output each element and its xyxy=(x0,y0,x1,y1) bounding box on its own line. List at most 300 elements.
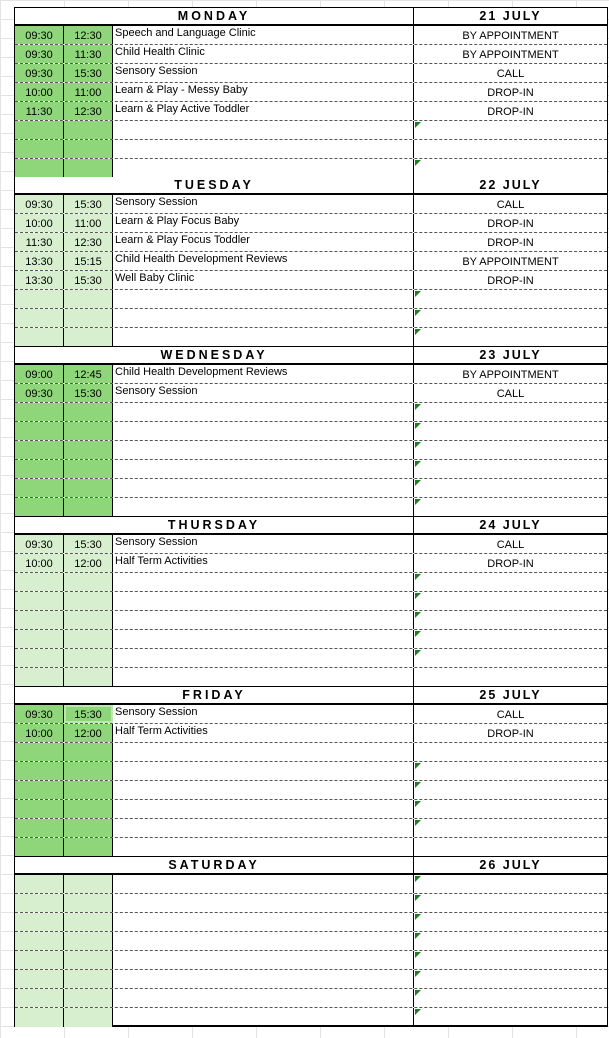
end-time-cell[interactable]: 11:00 xyxy=(64,83,113,101)
start-time-cell[interactable]: 09:30 xyxy=(15,64,64,82)
day-date[interactable]: 26 JULY xyxy=(479,858,542,872)
start-time-cell[interactable] xyxy=(15,970,64,988)
end-time-cell[interactable] xyxy=(64,1008,113,1027)
activity-cell[interactable]: Half Term Activities xyxy=(113,724,414,742)
day-date[interactable]: 21 JULY xyxy=(479,9,542,23)
booking-type-cell[interactable] xyxy=(414,403,607,421)
start-time-cell[interactable] xyxy=(15,668,64,686)
booking-type-cell[interactable] xyxy=(414,121,607,139)
activity-cell[interactable] xyxy=(113,403,414,421)
start-time-cell[interactable] xyxy=(15,290,64,308)
table-row xyxy=(15,630,607,649)
table-row xyxy=(15,554,607,573)
table-row xyxy=(15,989,607,1008)
booking-type-cell[interactable] xyxy=(414,724,607,742)
cell-note-triangle-icon xyxy=(415,631,421,637)
booking-type-cell[interactable] xyxy=(414,252,607,270)
end-time-cell[interactable] xyxy=(64,800,113,818)
start-time-cell[interactable] xyxy=(15,913,64,931)
booking-type-cell[interactable] xyxy=(414,290,607,308)
activity-cell[interactable]: Half Term Activities xyxy=(113,554,414,572)
booking-type-cell[interactable] xyxy=(414,592,607,610)
booking-type-cell[interactable] xyxy=(414,309,607,327)
activity-cell[interactable] xyxy=(113,762,414,780)
table-row xyxy=(15,83,607,102)
end-time-cell[interactable] xyxy=(64,913,113,931)
start-time-cell[interactable] xyxy=(15,781,64,799)
booking-type-text: DROP-IN xyxy=(487,237,534,249)
end-time-cell[interactable] xyxy=(64,592,113,610)
activity-cell[interactable] xyxy=(113,932,414,950)
day-name[interactable]: THURSDAY xyxy=(15,517,414,533)
start-time-cell[interactable] xyxy=(15,121,64,139)
day-header xyxy=(15,687,607,705)
activity-cell[interactable] xyxy=(113,328,414,346)
start-time-cell[interactable]: 10:00 xyxy=(15,83,64,101)
activity-cell[interactable] xyxy=(113,819,414,837)
end-time-cell[interactable] xyxy=(64,630,113,648)
table-row xyxy=(15,441,607,460)
start-time-cell[interactable] xyxy=(15,611,64,629)
table-row xyxy=(15,328,607,347)
activity-cell[interactable] xyxy=(113,989,414,1007)
end-time-cell[interactable]: 15:30 xyxy=(64,271,113,289)
day-date[interactable]: 22 JULY xyxy=(479,178,542,192)
day-name[interactable]: SATURDAY xyxy=(15,857,414,873)
table-row xyxy=(15,573,607,592)
booking-type-text: CALL xyxy=(496,199,525,211)
day-date[interactable]: 24 JULY xyxy=(479,518,542,532)
start-time-cell[interactable] xyxy=(15,573,64,591)
booking-type-cell[interactable] xyxy=(414,26,607,44)
activity-cell[interactable]: Child Health Development Reviews xyxy=(113,365,414,383)
booking-type-text: DROP-IN xyxy=(487,275,534,287)
activity-cell[interactable] xyxy=(113,781,414,799)
end-time-cell[interactable] xyxy=(64,838,113,856)
end-time-cell[interactable]: 12:00 xyxy=(64,724,113,742)
day-header xyxy=(15,8,607,26)
end-time-cell[interactable] xyxy=(64,762,113,780)
booking-type-text: DROP-IN xyxy=(487,728,534,740)
end-time-cell[interactable]: 11:00 xyxy=(64,214,113,232)
start-time-cell[interactable] xyxy=(15,441,64,459)
activity-cell[interactable]: Sensory Session xyxy=(113,705,414,723)
booking-type-text: BY APPOINTMENT xyxy=(462,256,559,268)
start-time-cell[interactable] xyxy=(15,819,64,837)
end-time-cell[interactable] xyxy=(64,441,113,459)
table-row xyxy=(15,894,607,913)
start-time-cell[interactable] xyxy=(15,1008,64,1027)
cell-note-triangle-icon xyxy=(415,933,421,939)
start-time-cell[interactable] xyxy=(15,328,64,346)
start-time-cell[interactable]: 09:30 xyxy=(15,384,64,402)
table-row xyxy=(15,233,607,252)
table-row xyxy=(15,403,607,422)
table-row xyxy=(15,290,607,309)
table-row xyxy=(15,384,607,403)
activity-cell[interactable] xyxy=(113,573,414,591)
booking-type-cell[interactable] xyxy=(414,875,607,893)
end-time-cell[interactable]: 12:45 xyxy=(64,365,113,383)
booking-type-cell[interactable] xyxy=(414,611,607,629)
activity-cell[interactable] xyxy=(113,611,414,629)
table-row xyxy=(15,668,607,687)
table-row xyxy=(15,781,607,800)
end-time-cell[interactable] xyxy=(64,479,113,497)
end-time-cell[interactable]: 12:30 xyxy=(64,102,113,120)
end-time-cell[interactable]: 12:30 xyxy=(64,26,113,44)
booking-type-cell[interactable] xyxy=(414,819,607,837)
booking-type-cell[interactable] xyxy=(414,140,607,158)
activity-cell[interactable]: Well Baby Clinic xyxy=(113,271,414,289)
table-row xyxy=(15,724,607,743)
booking-type-text: BY APPOINTMENT xyxy=(462,369,559,381)
booking-type-cell[interactable] xyxy=(414,649,607,667)
booking-type-text: CALL xyxy=(496,709,525,721)
table-row xyxy=(15,819,607,838)
end-time-cell[interactable] xyxy=(64,140,113,158)
table-row xyxy=(15,951,607,970)
cell-note-triangle-icon xyxy=(415,574,421,580)
day-name[interactable]: MONDAY xyxy=(15,8,414,24)
booking-type-cell[interactable] xyxy=(414,989,607,1007)
booking-type-cell[interactable] xyxy=(414,970,607,988)
booking-type-cell[interactable] xyxy=(414,932,607,950)
table-row xyxy=(15,26,607,45)
end-time-cell[interactable] xyxy=(64,875,113,893)
table-row xyxy=(15,800,607,819)
table-row xyxy=(15,159,607,178)
booking-type-cell[interactable] xyxy=(414,45,607,63)
cell-note-triangle-icon xyxy=(415,499,421,505)
end-time-cell[interactable] xyxy=(64,781,113,799)
start-time-cell[interactable] xyxy=(15,140,64,158)
booking-type-cell[interactable] xyxy=(414,328,607,346)
booking-type-text: DROP-IN xyxy=(487,106,534,118)
end-time-cell[interactable] xyxy=(64,328,113,346)
end-time-cell[interactable] xyxy=(64,649,113,667)
activity-cell[interactable] xyxy=(113,498,414,516)
booking-type-cell[interactable] xyxy=(414,479,607,497)
booking-type-text: CALL xyxy=(496,539,525,551)
activity-cell[interactable] xyxy=(113,309,414,327)
activity-cell[interactable] xyxy=(113,1008,414,1027)
activity-cell[interactable]: Learn & Play - Messy Baby xyxy=(113,83,414,101)
booking-type-text: CALL xyxy=(496,68,525,80)
end-time-cell[interactable]: 15:15 xyxy=(64,252,113,270)
activity-cell[interactable] xyxy=(113,159,414,177)
session-rows xyxy=(15,195,607,347)
cell-note-triangle-icon xyxy=(415,1009,421,1015)
table-row xyxy=(15,913,607,932)
end-time-cell[interactable]: 12:30 xyxy=(64,233,113,251)
booking-type-cell[interactable] xyxy=(414,441,607,459)
end-time-cell[interactable] xyxy=(64,668,113,686)
day-date[interactable]: 23 JULY xyxy=(479,348,542,362)
activity-cell[interactable] xyxy=(113,140,414,158)
cell-note-triangle-icon xyxy=(415,593,421,599)
start-time-cell[interactable] xyxy=(15,951,64,969)
start-time-cell[interactable]: 09:30 xyxy=(15,535,64,553)
end-time-cell[interactable] xyxy=(64,460,113,478)
start-time-cell[interactable]: 11:30 xyxy=(15,233,64,251)
start-time-cell[interactable]: 09:00 xyxy=(15,365,64,383)
activity-cell[interactable]: Sensory Session xyxy=(113,535,414,553)
booking-type-cell[interactable] xyxy=(414,271,607,289)
activity-cell[interactable] xyxy=(113,743,414,761)
start-time-cell[interactable] xyxy=(15,649,64,667)
start-time-cell[interactable] xyxy=(15,422,64,440)
start-time-cell[interactable] xyxy=(15,159,64,177)
start-time-cell[interactable]: 10:00 xyxy=(15,554,64,572)
end-time-cell[interactable]: 15:30 xyxy=(64,195,113,213)
table-row xyxy=(15,195,607,214)
start-time-cell[interactable] xyxy=(15,498,64,516)
booking-type-cell[interactable] xyxy=(414,365,607,383)
day-name[interactable]: FRIDAY xyxy=(15,687,414,703)
cell-note-triangle-icon xyxy=(415,480,421,486)
table-row xyxy=(15,838,607,857)
cell-note-triangle-icon xyxy=(415,612,421,618)
booking-type-cell[interactable] xyxy=(414,460,607,478)
end-time-cell[interactable] xyxy=(64,121,113,139)
booking-type-cell[interactable] xyxy=(414,894,607,912)
end-time-cell[interactable] xyxy=(64,573,113,591)
day-block-friday xyxy=(14,687,608,857)
booking-type-cell[interactable] xyxy=(414,573,607,591)
start-time-cell[interactable]: 09:30 xyxy=(15,195,64,213)
booking-type-cell[interactable] xyxy=(414,535,607,553)
activity-cell[interactable]: Learn & Play Focus Baby xyxy=(113,214,414,232)
table-row xyxy=(15,1008,607,1027)
booking-type-cell[interactable] xyxy=(414,630,607,648)
start-time-cell[interactable]: 13:30 xyxy=(15,252,64,270)
activity-cell[interactable] xyxy=(113,121,414,139)
booking-type-cell[interactable] xyxy=(414,422,607,440)
table-row xyxy=(15,460,607,479)
end-time-cell[interactable]: 15:30 xyxy=(64,64,113,82)
day-name[interactable]: TUESDAY xyxy=(15,177,414,193)
end-time-cell[interactable] xyxy=(64,290,113,308)
start-time-cell[interactable]: 09:30 xyxy=(15,45,64,63)
cell-note-triangle-icon xyxy=(415,310,421,316)
activity-cell[interactable]: Sensory Session xyxy=(113,384,414,402)
booking-type-text: CALL xyxy=(496,388,525,400)
start-time-cell[interactable] xyxy=(15,762,64,780)
cell-note-triangle-icon xyxy=(415,461,421,467)
start-time-cell[interactable] xyxy=(15,403,64,421)
activity-cell[interactable] xyxy=(113,479,414,497)
end-time-cell[interactable] xyxy=(64,309,113,327)
day-block-thursday xyxy=(14,517,608,687)
activity-cell[interactable]: Sensory Session xyxy=(113,195,414,213)
activity-cell[interactable]: Speech and Language Clinic xyxy=(113,26,414,44)
end-time-cell[interactable] xyxy=(64,403,113,421)
cell-note-triangle-icon xyxy=(415,650,421,656)
end-time-cell[interactable] xyxy=(64,951,113,969)
cell-note-triangle-icon xyxy=(415,952,421,958)
table-row xyxy=(15,102,607,121)
start-time-cell[interactable] xyxy=(15,460,64,478)
start-time-cell[interactable] xyxy=(15,838,64,856)
start-time-cell[interactable]: 09:30 xyxy=(15,705,64,723)
table-row xyxy=(15,592,607,611)
table-row xyxy=(15,535,607,554)
activity-cell[interactable] xyxy=(113,460,414,478)
table-row xyxy=(15,743,607,762)
session-rows xyxy=(15,875,607,1027)
booking-type-cell[interactable] xyxy=(414,384,607,402)
start-time-cell[interactable]: 10:00 xyxy=(15,724,64,742)
table-row xyxy=(15,365,607,384)
booking-type-cell[interactable] xyxy=(414,554,607,572)
booking-type-cell[interactable] xyxy=(414,214,607,232)
table-row xyxy=(15,970,607,989)
table-row xyxy=(15,64,607,83)
activity-cell[interactable] xyxy=(113,913,414,931)
activity-cell[interactable] xyxy=(113,630,414,648)
activity-cell[interactable]: Learn & Play Active Toddler xyxy=(113,102,414,120)
start-time-cell[interactable] xyxy=(15,479,64,497)
session-rows xyxy=(15,535,607,687)
start-time-cell[interactable] xyxy=(15,592,64,610)
booking-type-cell[interactable] xyxy=(414,102,607,120)
day-block-saturday xyxy=(14,857,608,1027)
activity-cell[interactable] xyxy=(113,951,414,969)
start-time-cell[interactable] xyxy=(15,630,64,648)
end-time-cell[interactable] xyxy=(64,819,113,837)
cell-note-triangle-icon xyxy=(415,895,421,901)
booking-type-cell[interactable] xyxy=(414,668,607,686)
end-time-cell[interactable] xyxy=(64,422,113,440)
start-time-cell[interactable] xyxy=(15,875,64,893)
end-time-cell[interactable]: 15:30 xyxy=(64,384,113,402)
day-block-tuesday xyxy=(14,177,608,347)
booking-type-cell[interactable] xyxy=(414,762,607,780)
end-time-cell[interactable] xyxy=(64,989,113,1007)
start-time-cell[interactable] xyxy=(15,743,64,761)
booking-type-cell[interactable] xyxy=(414,705,607,723)
booking-type-cell[interactable] xyxy=(414,838,607,856)
table-row xyxy=(15,45,607,64)
booking-type-cell[interactable] xyxy=(414,498,607,516)
cell-note-triangle-icon xyxy=(415,423,421,429)
booking-type-cell[interactable] xyxy=(414,800,607,818)
activity-cell[interactable] xyxy=(113,290,414,308)
activity-cell[interactable] xyxy=(113,875,414,893)
start-time-cell[interactable] xyxy=(15,894,64,912)
cell-note-triangle-icon xyxy=(415,914,421,920)
booking-type-text: DROP-IN xyxy=(487,218,534,230)
table-row xyxy=(15,121,607,140)
booking-type-cell[interactable] xyxy=(414,951,607,969)
activity-cell[interactable] xyxy=(113,894,414,912)
activity-cell[interactable] xyxy=(113,649,414,667)
table-row xyxy=(15,214,607,233)
table-row xyxy=(15,762,607,781)
activity-cell[interactable]: Sensory Session xyxy=(113,64,414,82)
end-time-cell[interactable] xyxy=(64,498,113,516)
start-time-cell[interactable]: 10:00 xyxy=(15,214,64,232)
end-time-cell[interactable] xyxy=(64,159,113,177)
end-time-cell[interactable]: 15:30 xyxy=(64,535,113,553)
activity-cell[interactable] xyxy=(113,668,414,686)
booking-type-text: DROP-IN xyxy=(487,87,534,99)
cell-note-triangle-icon xyxy=(415,122,421,128)
booking-type-cell[interactable] xyxy=(414,743,607,761)
day-block-monday xyxy=(14,7,608,177)
cell-note-triangle-icon xyxy=(415,820,421,826)
day-date[interactable]: 25 JULY xyxy=(479,688,542,702)
booking-type-cell[interactable] xyxy=(414,195,607,213)
booking-type-text: DROP-IN xyxy=(487,558,534,570)
booking-type-text: BY APPOINTMENT xyxy=(462,49,559,61)
table-row xyxy=(15,498,607,517)
end-time-cell[interactable] xyxy=(64,743,113,761)
activity-cell[interactable] xyxy=(113,422,414,440)
booking-type-cell[interactable] xyxy=(414,781,607,799)
cell-note-triangle-icon xyxy=(415,971,421,977)
activity-cell[interactable] xyxy=(113,800,414,818)
table-row xyxy=(15,705,607,724)
end-time-cell[interactable]: 15:30 xyxy=(64,705,113,723)
activity-cell[interactable] xyxy=(113,592,414,610)
activity-cell[interactable] xyxy=(113,970,414,988)
end-time-cell[interactable] xyxy=(64,970,113,988)
activity-cell[interactable]: Learn & Play Focus Toddler xyxy=(113,233,414,251)
end-time-cell[interactable] xyxy=(64,894,113,912)
booking-type-cell[interactable] xyxy=(414,1008,607,1027)
day-name[interactable]: WEDNESDAY xyxy=(15,347,414,363)
booking-type-cell[interactable] xyxy=(414,83,607,101)
cell-note-triangle-icon xyxy=(415,801,421,807)
table-row xyxy=(15,140,607,159)
table-row xyxy=(15,932,607,951)
table-row xyxy=(15,875,607,894)
start-time-cell[interactable]: 09:30 xyxy=(15,26,64,44)
cell-note-triangle-icon xyxy=(415,442,421,448)
booking-type-cell[interactable] xyxy=(414,159,607,177)
end-time-cell[interactable]: 12:00 xyxy=(64,554,113,572)
end-time-cell[interactable]: 11:30 xyxy=(64,45,113,63)
cell-note-triangle-icon xyxy=(415,404,421,410)
booking-type-cell[interactable] xyxy=(414,913,607,931)
start-time-cell[interactable] xyxy=(15,932,64,950)
day-header xyxy=(15,517,607,535)
day-block-wednesday xyxy=(14,347,608,517)
activity-cell[interactable] xyxy=(113,441,414,459)
booking-type-cell[interactable] xyxy=(414,233,607,251)
cell-note-triangle-icon xyxy=(415,782,421,788)
start-time-cell[interactable] xyxy=(15,989,64,1007)
session-rows xyxy=(15,365,607,517)
start-time-cell[interactable]: 13:30 xyxy=(15,271,64,289)
start-time-cell[interactable]: 11:30 xyxy=(15,102,64,120)
booking-type-cell[interactable] xyxy=(414,64,607,82)
day-header xyxy=(15,857,607,875)
activity-cell[interactable]: Child Health Development Reviews xyxy=(113,252,414,270)
day-header xyxy=(15,177,607,195)
cell-note-triangle-icon xyxy=(415,329,421,335)
end-time-cell[interactable] xyxy=(64,611,113,629)
start-time-cell[interactable] xyxy=(15,800,64,818)
table-row xyxy=(15,422,607,441)
activity-cell[interactable] xyxy=(113,838,414,856)
activity-cell[interactable]: Child Health Clinic xyxy=(113,45,414,63)
session-rows xyxy=(15,26,607,178)
start-time-cell[interactable] xyxy=(15,309,64,327)
end-time-cell[interactable] xyxy=(64,932,113,950)
